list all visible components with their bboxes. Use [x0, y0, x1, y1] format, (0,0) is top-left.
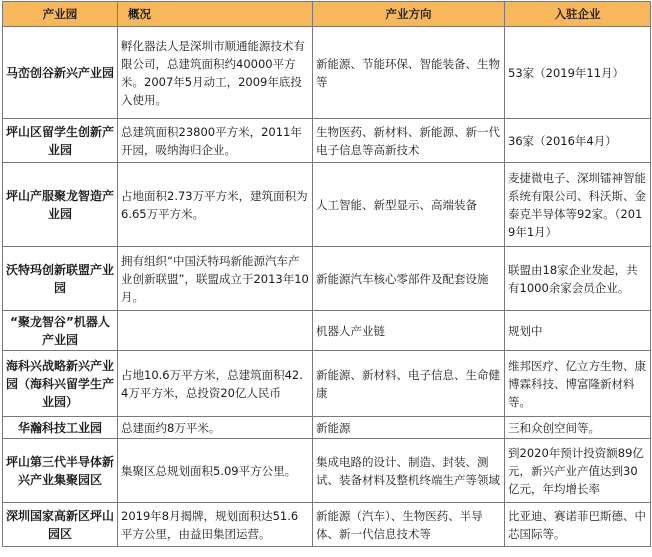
table-row: [3, 27, 651, 119]
park-direction: 新能源: [313, 417, 505, 439]
table-row: [3, 247, 651, 311]
park-name: 深圳国家高新区坪山园区: [3, 503, 118, 547]
park-direction: 人工智能、新型显示、高端装备: [313, 163, 505, 247]
park-enterprises: 53家（2019年11月）: [505, 27, 651, 119]
header-overview: 概况: [118, 2, 313, 27]
park-direction: 新能源、节能环保、智能装备、生物等: [313, 27, 505, 119]
park-direction: 集成电路的设计、制造、封装、测试、装备材料及整机终端生产等领域: [313, 439, 505, 503]
table-row: [3, 503, 651, 547]
park-overview: 拥有组织“中国沃特玛新能源汽车产业创新联盟”，联盟成立于2013年10月。: [118, 247, 313, 311]
park-name: 坪山产服聚龙智造产业园: [3, 163, 118, 247]
park-direction: 新能源、新材料、电子信息、生命健康: [313, 351, 505, 417]
park-direction: 新能源汽车核心零部件及配套设施: [313, 247, 505, 311]
park-overview: 占地10.6万平方米，总建筑面积42.4万平方米，总投资20亿人民币: [118, 351, 313, 417]
header-enterprises: 入驻企业: [505, 2, 651, 27]
park-enterprises: 维邦医疗、亿立方生物、康博霖科技、博富隆新材料等。: [505, 351, 651, 417]
industrial-park-table: [2, 1, 651, 547]
table-row: [3, 417, 651, 439]
park-overview: 集聚区总规划面积5.09平方公里。: [118, 439, 313, 503]
park-overview: 占地面积2.73万平方米，建筑面积为6.65万平方米。: [118, 163, 313, 247]
park-overview: 总建筑面积23800平方米，2011年开园，吸纳海归企业。: [118, 119, 313, 163]
park-name: 坪山第三代半导体新兴产业集聚园区: [3, 439, 118, 503]
park-name: 马峦创谷新兴产业园: [3, 27, 118, 119]
table-row: [3, 439, 651, 503]
park-overview: 2019年8月揭牌，规划面积达51.6平方公里，由益田集团运营。: [118, 503, 313, 547]
park-enterprises: 三和众创空间等。: [505, 417, 651, 439]
park-name: 坪山区留学生创新产业园: [3, 119, 118, 163]
park-overview: [118, 311, 313, 351]
park-direction: 新能源（汽车）、生物医药、半导体、新一代信息技术等: [313, 503, 505, 547]
park-direction: 生物医药、新材料、新能源、新一代电子信息等高新技术: [313, 119, 505, 163]
park-name: 华瀚科技工业园: [3, 417, 118, 439]
park-overview: 总建面约8万平米。: [118, 417, 313, 439]
park-enterprises: 36家（2016年4月）: [505, 119, 651, 163]
table-row: [3, 119, 651, 163]
park-enterprises: 联盟由18家企业发起，共有1000余家会员企业。: [505, 247, 651, 311]
park-enterprises: 规划中: [505, 311, 651, 351]
park-name: 海科兴战略新兴产业园（海科兴留学生产业园）: [3, 351, 118, 417]
park-enterprises: 到2020年预计投资额89亿元，新兴产业产值达到30亿元，年均增长率: [505, 439, 651, 503]
table-row: [3, 163, 651, 247]
header-industry-direction: 产业方向: [313, 2, 505, 27]
header-park: 产业园: [3, 2, 118, 27]
park-name: “聚龙智谷”机器人产业园: [3, 311, 118, 351]
header-row: [3, 2, 651, 27]
table-row: [3, 351, 651, 417]
park-enterprises: 麦捷微电子、深圳镭神智能系统有限公司、科沃斯、金泰克半导体等92家。（2019年1月）: [505, 163, 651, 247]
table-row: [3, 311, 651, 351]
park-name: 沃特玛创新联盟产业园: [3, 247, 118, 311]
park-direction: 机器人产业链: [313, 311, 505, 351]
park-overview: 孵化器法人是深圳市顺通能源技术有限公司，总建筑面积约40000平方米。2007年5月动工，2009年底投入使用。: [118, 27, 313, 119]
park-enterprises: 比亚迪、赛诺菲巴斯德、中芯国际等。: [505, 503, 651, 547]
